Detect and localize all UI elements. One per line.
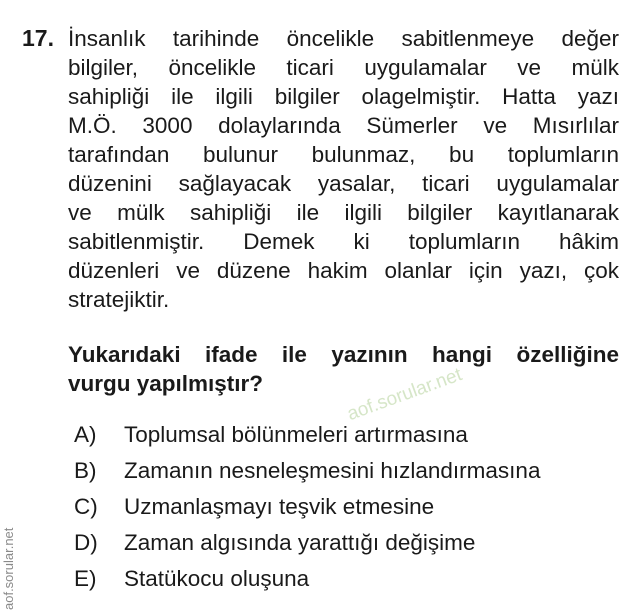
question-line: sabitlenmiştir. Demek ki toplumların hâkim	[68, 229, 619, 254]
question-text	[68, 24, 619, 314]
watermark-vertical: aof.sorular.net	[1, 527, 16, 610]
option-b[interactable]	[74, 457, 614, 493]
option-letter: C)	[74, 494, 98, 519]
question-line: düzenini sağlayacak yasalar, ticari uygulamalar	[68, 171, 619, 196]
watermark-diagonal: aof.sorular.net	[344, 364, 465, 426]
option-letter: A)	[74, 422, 97, 447]
prompt-line: vurgu yapılmıştır?	[68, 371, 264, 396]
question-line: ve mülk sahipliği ile ilgili bilgiler kayıtlanarak	[68, 200, 619, 225]
question-line: M.Ö. 3000 dolaylarında Sümerler ve Mısırlılar	[68, 113, 619, 138]
question-prompt	[68, 340, 619, 398]
option-a[interactable]	[74, 421, 614, 457]
option-e[interactable]	[74, 565, 614, 601]
prompt-line: Yukarıdaki ifade ile yazının hangi özelliğine	[68, 342, 619, 367]
question-line: stratejiktir.	[68, 287, 170, 312]
question-line: İnsanlık tarihinde öncelikle sabitlenmeye değer	[68, 26, 619, 51]
option-letter: D)	[74, 530, 98, 555]
option-text: Statükocu oluşuna	[124, 566, 310, 591]
question-line: sahipliği ile ilgili bilgiler olagelmiştir. Hatta yazı	[68, 84, 619, 109]
option-c[interactable]	[74, 493, 614, 529]
option-text: Zaman algısında yarattığı değişime	[124, 530, 476, 555]
answer-options	[74, 421, 614, 601]
option-text: Uzmanlaşmayı teşvik etmesine	[124, 494, 435, 519]
question-line: tarafından bulunur bulunmaz, bu toplumların	[68, 142, 619, 167]
question-number: 17.	[22, 25, 54, 51]
question-line: bilgiler, öncelikle ticari uygulamalar ve mülk	[68, 55, 619, 80]
option-letter: B)	[74, 458, 97, 483]
option-text: Zamanın nesneleşmesini hızlandırmasına	[124, 458, 541, 483]
question-line: düzenleri ve düzene hakim olanlar için yazı, çok	[68, 258, 619, 283]
option-d[interactable]	[74, 529, 614, 565]
option-letter: E)	[74, 566, 97, 591]
option-text: Toplumsal bölünmeleri artırmasına	[124, 422, 468, 447]
